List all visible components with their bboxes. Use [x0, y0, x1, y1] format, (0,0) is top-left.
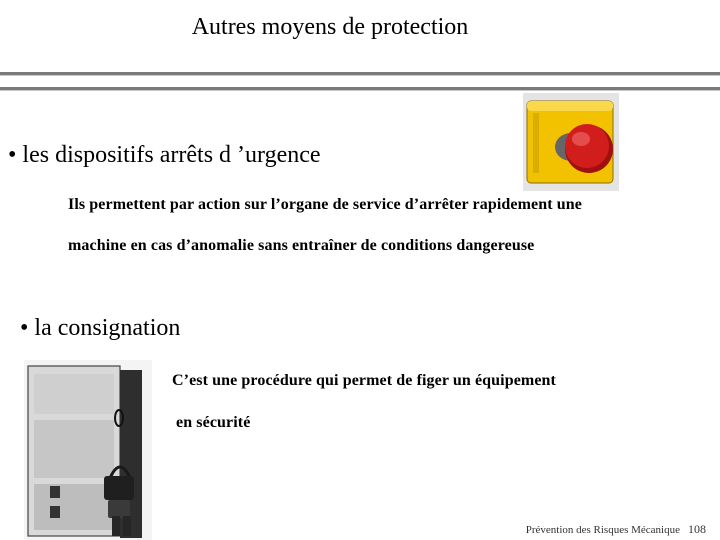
padlock-hanging-1 [112, 516, 120, 536]
button-highlight [572, 132, 590, 146]
footer-label: Prévention des Risques Mécanique [525, 524, 680, 536]
housing-edge [533, 113, 539, 173]
padlock-hanging-2 [123, 516, 131, 536]
page-number: 108 [688, 522, 706, 536]
emergency-stop-description-line-1: Ils permettent par action sur l’organe de service d’arrêter rapidement une [68, 196, 582, 213]
lockout-description-line-1: C’est une procédure qui permet de figer un équipement [172, 372, 556, 389]
hinge-upper [50, 486, 60, 498]
lockout-description-line-2: en sécurité [176, 414, 251, 431]
switch-box-panel-top [34, 374, 114, 414]
emergency-stop-button-photo [523, 93, 619, 191]
title-divider-top-shadow [0, 75, 720, 76]
mushroom-button [565, 124, 609, 168]
slide-footer [526, 522, 706, 537]
slide-title: Autres moyens de protection [191, 14, 469, 40]
emergency-stop-description-line-2: machine en cas d’anomalie sans entraîner de conditions dangereuse [68, 237, 535, 254]
padlock-body [104, 476, 134, 500]
lockout-hasp [108, 500, 130, 518]
bullet-lockout: • la consignation [20, 315, 181, 341]
hinge-lower [50, 506, 60, 518]
bullet-emergency-stop: • les dispositifs arrêts d ’urgence [8, 142, 321, 168]
padlocked-isolator-switch-photo [24, 360, 152, 540]
switch-box-panel-mid [34, 420, 114, 478]
housing-highlight [527, 101, 613, 111]
switch-box-panel-bottom [34, 484, 114, 530]
title-divider-bottom-shadow [0, 90, 720, 91]
